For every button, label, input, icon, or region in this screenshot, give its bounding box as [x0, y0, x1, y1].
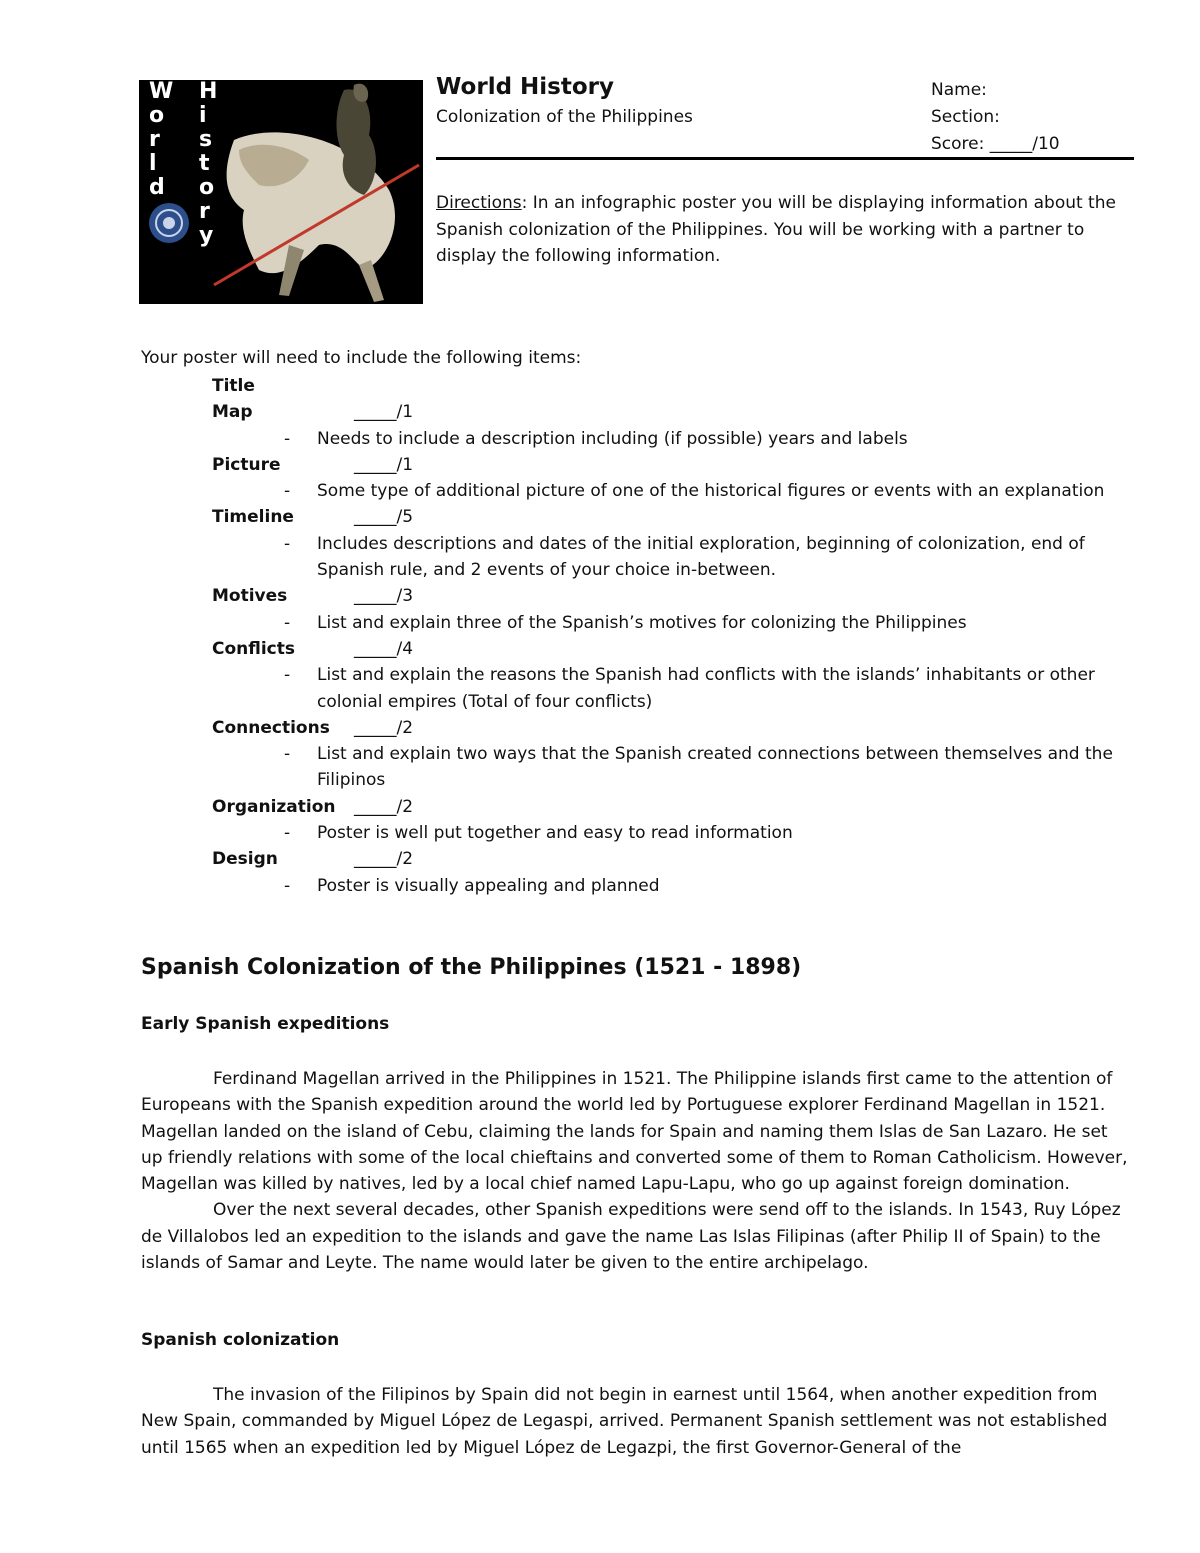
logo-statue-image: [139, 80, 423, 304]
req-score: _____/5: [354, 507, 414, 528]
req-bullet: - List and explain the reasons the Spanish had conflicts with the islands’ inhabitants or other colonial empires (Total of four conflicts): [284, 665, 1095, 712]
req-item-picture: Picture _____/1: [212, 452, 1142, 478]
req-item-title: Title: [212, 376, 255, 396]
req-score: _____/2: [354, 849, 414, 870]
req-score: _____/2: [354, 717, 414, 738]
section-label: Section:: [931, 107, 1000, 127]
section-heading-spanish-colonization: Spanish colonization: [141, 1330, 340, 1350]
article-title: Spanish Colonization of the Philippines (1521 - 1898): [141, 955, 802, 980]
req-item-organization: Organization _____/2: [212, 794, 1142, 820]
req-bullet: - Some type of additional picture of one of the historical figures or events with an explanation: [284, 481, 1105, 502]
req-bullet: - Includes descriptions and dates of the initial exploration, beginning of colonization, end of Spanish rule, and 2 events of your choice in-between.: [284, 533, 1085, 581]
section-heading-early-expeditions: Early Spanish expeditions: [141, 1014, 390, 1034]
req-score: _____/1: [354, 402, 414, 423]
section-spanish-colonization-body: [141, 1382, 1131, 1461]
req-bullet: - List and explain three of the Spanish’s motives for colonizing the Philippines: [284, 612, 967, 633]
logo-letters-left: W o r l d: [149, 80, 174, 200]
paragraph: Ferdinand Magellan arrived in the Philippines in 1521. The Philippine islands first came to the attention of Europeans with the Spanish expedition around the world led by Portuguese explorer Ferdinand Magellan in 1521. Magellan landed on the island of Cebu, claiming the lands for Spain and naming them Islas de San Lazaro. He set up friendly relations with some of the local chieftains and converted some of them to Roman Catholicism. However, Magellan was killed by natives, led by a local chief named Lapu-Lapu, who go up against foreign domination.: [141, 1069, 1128, 1195]
logo-letters-right: H i s t o r y: [199, 80, 218, 248]
requirements-intro: Your poster will need to include the following items:: [141, 348, 582, 368]
name-label: Name:: [931, 80, 987, 100]
req-score: _____/4: [354, 638, 414, 659]
req-item-design: Design _____/2: [212, 846, 1142, 872]
world-history-logo: [139, 80, 423, 304]
score-label: Score: _____/10: [931, 134, 1060, 154]
req-item-motives: Motives _____/3: [212, 583, 1142, 609]
paragraph: The invasion of the Filipinos by Spain did not begin in earnest until 1564, when another expedition from New Spain, commanded by Miguel López de Legaspi, arrived. Permanent Spanish settlement was not established until 1565 when an expedition led by Miguel López de Legazpi, the first Governor-General of the: [141, 1385, 1108, 1458]
document-subtitle: Colonization of the Philippines: [436, 107, 693, 127]
directions-text: : In an infographic poster you will be displaying information about the Spanish colonization of the Philippines. You will be working with a partner to display the following information.: [436, 193, 1116, 266]
req-item-timeline: Timeline _____/5: [212, 504, 1142, 530]
req-bullet: - Poster is well put together and easy to read information: [284, 823, 793, 844]
req-item-connections: Connections _____/2: [212, 715, 1142, 741]
paragraph: Over the next several decades, other Spanish expeditions were send off to the islands. In 1543, Ruy López de Villalobos led an expedition to the islands and gave the name Las Islas Filipinas (after Philip II of Spain) to the islands of Samar and Leyte. The name would later be given to the entire archipelago.: [141, 1200, 1121, 1274]
req-bullet: - Poster is visually appealing and planned: [284, 875, 660, 896]
document-title: World History: [436, 74, 615, 100]
req-bullet: - List and explain two ways that the Spanish created connections between themselves and the Filipinos: [284, 744, 1113, 791]
section-early-expeditions-body: [141, 1066, 1131, 1276]
directions-paragraph: [436, 190, 1136, 270]
req-score: _____/2: [354, 796, 414, 817]
header-rule: [436, 157, 1134, 160]
req-item-map: Map _____/1: [212, 399, 1142, 425]
req-score: _____/3: [354, 586, 414, 607]
req-item-conflicts: Conflicts _____/4: [212, 636, 1142, 662]
requirements-list: [212, 373, 1142, 899]
req-bullet: - Needs to include a description including (if possible) years and labels: [284, 428, 908, 449]
directions-label: Directions: [436, 193, 522, 213]
req-score: _____/1: [354, 454, 414, 475]
